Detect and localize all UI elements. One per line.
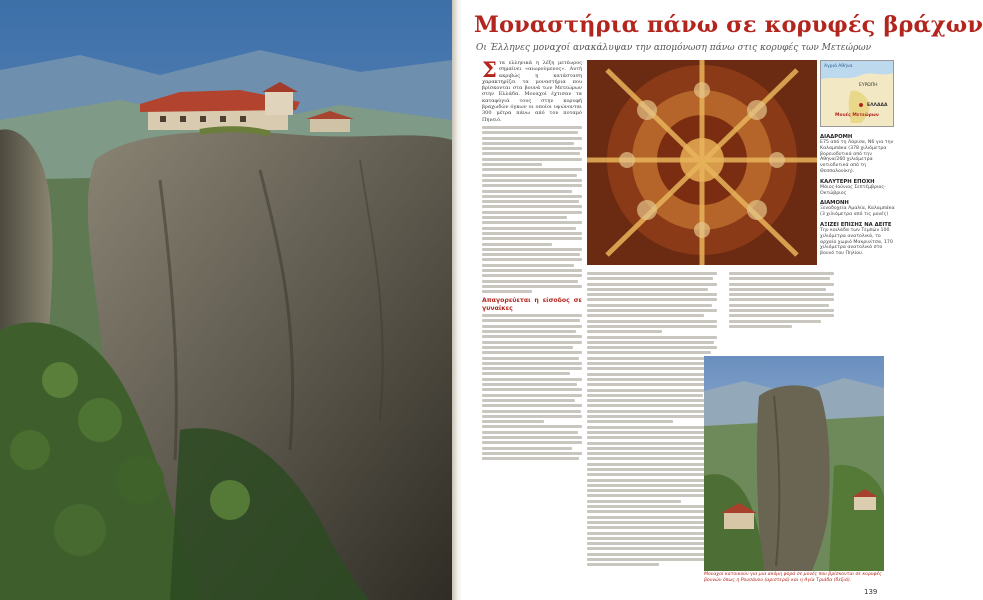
dome-fresco-photo bbox=[587, 60, 817, 265]
map-label-2: ΕΥΡΩΠΗ bbox=[859, 83, 878, 88]
sidebar-heading-stay: ΔΙΑΜΟΝΗ bbox=[820, 200, 849, 207]
section-heading: Απαγορεύεται η είσοδος σε γυναίκες bbox=[482, 297, 582, 312]
sidebar-heading-season: ΚΑΛΥΤΕΡΗ ΕΠΟΧΗ bbox=[820, 178, 875, 185]
lead-paragraph: τα ελληνικά η λέξη μετέωρος σημαίνει «αιωρούμενος». Αυτή ακριβώς η κατάσταση χαρακτηρίζει τα μοναστήρια που βρίσκονται στα βουνά των Μετεώρων στην Ελλάδα. Μοναχοί έχτισαν τα καταφύγιά τους στην κορυφή βραχωδών όγκων οι οποίοι υψώνονται 300 μέτρα πάνω από τον ποταμό Πηνειό. bbox=[482, 60, 582, 123]
sidebar-heading-route: ΔΙΑΔΡΟΜΗ bbox=[820, 134, 853, 140]
travel-info-sidebar bbox=[820, 130, 895, 257]
page-gutter bbox=[452, 0, 462, 600]
rock-monastery-photo bbox=[704, 356, 884, 571]
sidebar-text-route: E75 από τη Λάρισα, Ν6 για την Καλαμπάκα (378 χιλιόμετρα βορειοδυτικά από την Αθήνα/260 χιλιόμετρα νοτιοδυτικά από τη Θεσσαλονίκη). bbox=[820, 140, 894, 174]
text-column-3 bbox=[729, 272, 834, 350]
map-label-1: Αγριό Αθήνα bbox=[824, 64, 853, 69]
drop-cap: Σ bbox=[482, 57, 497, 82]
sidebar-text-stay: Ξενοδοχεία Αμαλία, Καλαμπάκα (3 χιλιόμετρα από τις μονές) bbox=[820, 206, 895, 218]
location-map bbox=[820, 60, 894, 127]
monastery-cliff-photo bbox=[0, 0, 452, 600]
sidebar-text-also-see: Την κοιλάδα των Τεμπών 100 χιλιόμετρα ανατολικά, το αρχαίο χωριό Μακρινίτσα, 170 χιλιόμετρα ανατολικά στο βουνό του Πηλίου. bbox=[820, 227, 893, 257]
text-column-1 bbox=[482, 57, 582, 595]
map-label-3: ΕΛΛΑΔΑ bbox=[867, 103, 888, 108]
sidebar-text-season: Μάιος-Ιούνιος Σεπτέμβριος-Οκτώβριος bbox=[820, 184, 886, 196]
article-subtitle: Οι Έλληνες μοναχοί ανακάλυψαν την απομόνωση πάνω στις κορυφές των Μετεώρων bbox=[476, 43, 872, 53]
sidebar-heading-also-see: ΑΞΙΖΕΙ ΕΠΙΣΗΣ ΝΑ ΔΕΙΤΕ bbox=[820, 221, 892, 228]
text-column-2 bbox=[587, 272, 717, 595]
right-page bbox=[462, 0, 983, 600]
photo-caption: Μοναχοί κατοικούν για μια ακόμη φορά σε μονές που βρίσκονται σε κορυφές βουνών όπως η Ρουσάνου (αριστερά) και η Αγία Τριάδα (δεξιά). bbox=[704, 572, 882, 583]
page-number: 139 bbox=[864, 588, 878, 596]
map-label-4: Μονές Μετεώρων bbox=[835, 113, 879, 118]
article-title: Μοναστήρια πάνω σε κορυφές βράχων bbox=[474, 12, 983, 38]
